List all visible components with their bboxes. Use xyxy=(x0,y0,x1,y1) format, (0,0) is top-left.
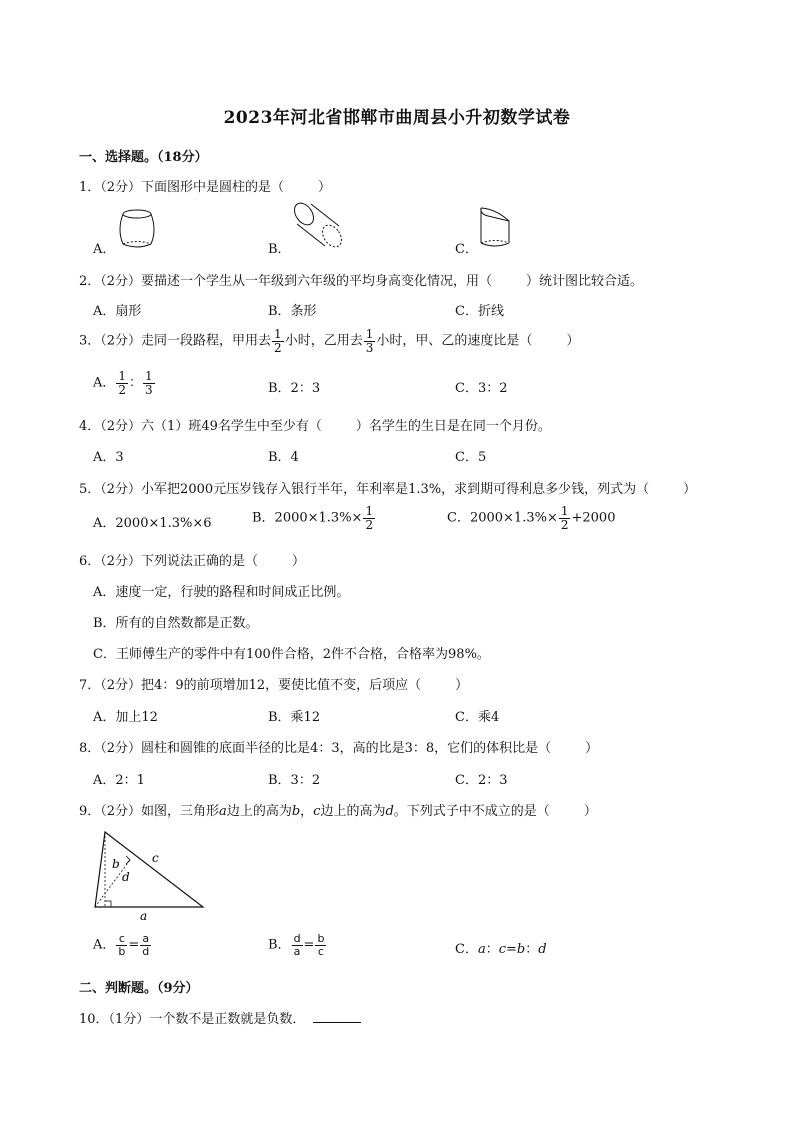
fig-label-a: a xyxy=(140,909,148,923)
question-6 xyxy=(79,550,305,569)
question-9-close: ） xyxy=(583,804,597,819)
q8-option-c: C．2：3 xyxy=(455,773,508,788)
q2-option-a: A．扇形 xyxy=(93,304,142,319)
question-1-close: ） xyxy=(318,180,332,195)
tilted-cylinder-icon xyxy=(290,202,346,250)
q3-option-c: C．3：2 xyxy=(455,381,508,396)
question-3-close: ） xyxy=(566,333,580,349)
q9-option-a: A． $\frac{c}{b}$ = $\frac{a}{d}$ xyxy=(93,932,150,958)
question-10 xyxy=(79,1008,361,1027)
q4-option-c: C．5 xyxy=(455,450,487,465)
q2-option-c: C．折线 xyxy=(455,304,504,319)
question-8-close: ） xyxy=(585,741,599,756)
fraction: $\frac{1}{3}$ xyxy=(365,327,374,355)
question-3-pre: 3．（2分）走同一段路程，甲用去 xyxy=(79,333,272,349)
q5-option-c: C．2000×1.3%× $\frac{1}{2}$ +2000 xyxy=(447,504,616,532)
question-9 xyxy=(79,800,597,819)
question-9-post: 。下列式子中不成立的是（ xyxy=(393,804,550,819)
var-d: d xyxy=(385,804,394,819)
var-b: b xyxy=(291,804,301,819)
q7-option-a: A．加上12 xyxy=(93,710,158,725)
q4-option-b: B．4 xyxy=(268,450,299,465)
question-1-text: 1．（2分）下面图形中是圆柱的是（ xyxy=(79,180,285,195)
question-10-text: 10．（1分）一个数不是正数就是负数． xyxy=(79,1012,306,1027)
section-heading-choice: 一、选择题。（18分） xyxy=(79,150,208,165)
question-4-text: 4．（2分）六（1）班49名学生中至少有（ xyxy=(79,419,322,434)
var-a: a xyxy=(219,804,227,819)
question-6-close: ） xyxy=(292,554,306,569)
fig-label-c: c xyxy=(152,851,159,865)
q7-option-b: B．乘12 xyxy=(268,710,321,725)
var-c: c xyxy=(313,804,321,819)
question-9-pre: 9．（2分）如图，三角形 xyxy=(79,804,220,819)
q3-option-a: A． $\frac{1}{2}$ ： $\frac{1}{3}$ xyxy=(93,369,153,397)
q9-option-c: C．a：c=b：d xyxy=(455,942,547,957)
question-3-post: 小时，甲、乙的速度比是（ xyxy=(376,333,533,349)
q3-option-b: B．2：3 xyxy=(268,381,321,396)
q6-option-c: C．王师傅生产的零件中有100件合格，2件不合格，合格率为98%。 xyxy=(93,647,490,662)
q1-option-a: A． xyxy=(93,242,116,257)
question-9-m2: ， xyxy=(300,804,314,819)
q8-option-a: A．2：1 xyxy=(93,773,145,788)
page-title: 2023年河北省邯郸市曲周县小升初数学试卷 xyxy=(223,108,571,128)
question-3 xyxy=(79,328,579,354)
fraction: $\frac{1}{2}$ xyxy=(274,327,282,355)
q6-option-b: B．所有的自然数都是正数。 xyxy=(93,616,259,631)
question-8 xyxy=(79,737,598,756)
question-9-m3: 边上的高为 xyxy=(320,804,386,819)
question-3-mid: 小时，乙用去 xyxy=(284,333,363,349)
question-2 xyxy=(79,270,643,289)
question-4 xyxy=(79,415,551,434)
q1-option-c: C． xyxy=(455,242,478,257)
question-4-tail: ）名学生的生日是在同一个月份。 xyxy=(355,419,551,434)
q1-option-b: B． xyxy=(268,242,291,257)
q6-option-a: A．速度一定，行驶的路程和时间成正比例。 xyxy=(93,585,350,600)
fig-label-d: d xyxy=(122,870,130,884)
question-7-close: ） xyxy=(455,678,469,693)
triangle-figure xyxy=(90,826,210,922)
section-heading-judgement: 二、判断题。（9分） xyxy=(79,981,199,996)
q7-option-c: C．乘4 xyxy=(455,710,500,725)
question-1 xyxy=(79,176,331,195)
q2-option-b: B．条形 xyxy=(268,304,317,319)
question-9-m1: 边上的高为 xyxy=(226,804,292,819)
question-8-text: 8．（2分）圆柱和圆锥的底面半径的比是4：3，高的比是3：8，它们的体积比是（ xyxy=(79,741,552,756)
question-5-text: 5．（2分）小军把2000元压岁钱存入银行半年，年利率是1.3%，求到期可得利息多少钱，列式为（ xyxy=(79,482,650,497)
q8-option-b: B．3：2 xyxy=(268,773,321,788)
question-5 xyxy=(79,478,696,497)
barrel-shape-icon xyxy=(117,208,157,250)
question-2-tail: ）统计图比较合适。 xyxy=(526,274,644,289)
question-2-text: 2．（2分）要描述一个学生从一年级到六年级的平均身高变化情况，用（ xyxy=(79,274,493,289)
q5-option-b: B．2000×1.3%× $\frac{1}{2}$ xyxy=(252,504,374,532)
q5-option-a: A．2000×1.3%×6 xyxy=(93,516,212,531)
q9-option-b: B． $\frac{d}{a}$ = $\frac{b}{c}$ xyxy=(268,932,325,958)
answer-blank[interactable] xyxy=(313,1010,361,1023)
q4-option-a: A．3 xyxy=(93,450,124,465)
question-7-text: 7．（2分）把4：9的前项增加12，要使比值不变，后项应（ xyxy=(79,678,422,693)
fig-label-b: b xyxy=(112,857,120,871)
question-6-text: 6．（2分）下列说法正确的是（ xyxy=(79,554,259,569)
truncated-cylinder-icon xyxy=(478,205,512,249)
question-7 xyxy=(79,674,468,693)
question-5-close: ） xyxy=(683,482,697,497)
